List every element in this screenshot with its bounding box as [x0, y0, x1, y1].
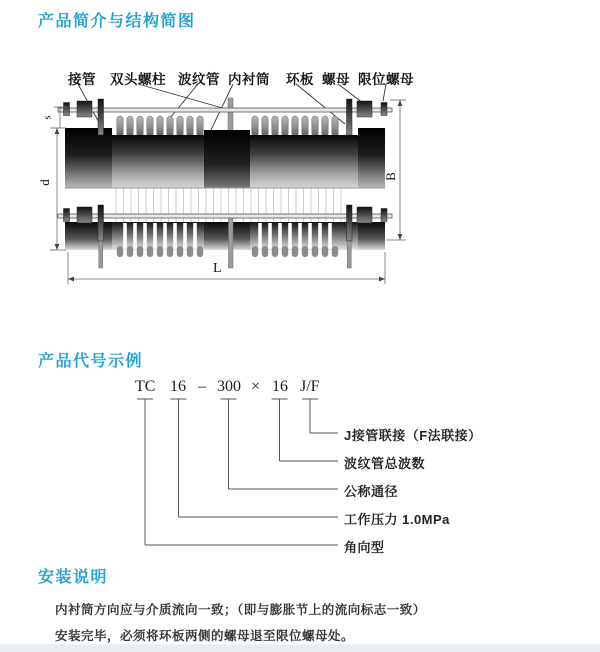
section-title-intro: 产品简介与结构简图	[38, 13, 196, 30]
product-code-example	[0, 375, 600, 560]
code-part-type: TC	[135, 378, 156, 395]
page-bottom-edge	[0, 644, 600, 652]
part-label-inner-liner: 内衬筒	[228, 72, 270, 87]
code-part-connection: J/F	[300, 378, 320, 395]
diagram-canvas	[30, 66, 475, 291]
install-note-flow-direction: 内衬筒方向应与介质流向一致；（即与膨胀节上的流向标志一致）	[55, 603, 426, 617]
structure-diagram	[30, 66, 475, 291]
dim-label-d: d	[36, 179, 52, 186]
ring-plate-right	[347, 99, 353, 135]
end-cap-left	[65, 128, 112, 188]
code-annotation-type: 角向型	[344, 540, 385, 555]
code-part-times: ×	[251, 378, 261, 395]
part-label-ring-plate: 环板	[286, 72, 314, 87]
tie-rod-bottom	[58, 214, 392, 218]
bellows-corrugations-right	[252, 116, 338, 137]
nut-right	[357, 101, 372, 117]
inner-liner-band	[204, 130, 250, 188]
limit-nut-right	[381, 103, 387, 116]
part-label-stud-bolt: 双头螺柱	[110, 72, 166, 87]
dim-label-l: L	[213, 261, 222, 276]
lower-half	[58, 205, 392, 268]
code-annotation-diameter: 公称通径	[344, 484, 399, 499]
code-part-dash: –	[198, 378, 206, 395]
section-title-code: 产品代号示例	[38, 353, 144, 370]
code-annotation-connection: J接管联接（F法联接）	[344, 428, 482, 443]
section-title-install: 安装说明	[38, 569, 109, 586]
install-note-nut-position: 安装完毕，必须将环板两侧的螺母退至限位螺母处。	[55, 629, 355, 643]
dim-label-b: B	[382, 172, 398, 181]
stud-lower-center	[229, 216, 234, 268]
code-connector-canvas	[0, 375, 600, 560]
code-annotation-waves: 波纹管总波数	[344, 456, 426, 471]
code-part-pressure: 16	[170, 378, 186, 395]
part-label-nut: 螺母	[322, 72, 350, 87]
code-part-diameter: 300	[217, 378, 241, 395]
limit-nut-left	[64, 103, 70, 116]
end-cap-right	[358, 128, 385, 188]
part-label-bellows: 波纹管	[178, 72, 220, 87]
nut-left	[77, 101, 92, 117]
ring-plate-left	[98, 99, 104, 135]
bellows-corrugations-left	[117, 116, 203, 137]
code-annotation-pressure: 工作压力 1.0MPa	[344, 512, 450, 527]
part-label-limit-nut: 限位螺母	[358, 72, 414, 87]
code-part-waves: 16	[272, 378, 288, 395]
dim-label-s: s	[41, 115, 54, 120]
part-label-connector-pipe: 接管	[68, 72, 96, 87]
